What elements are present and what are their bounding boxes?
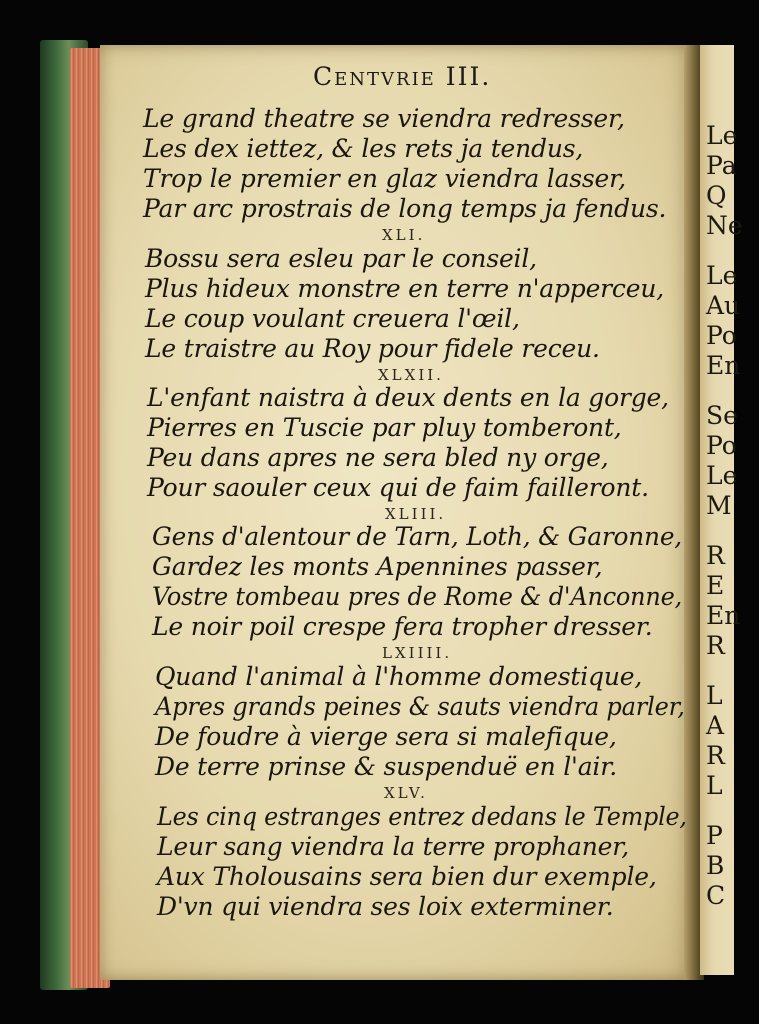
facing-fragment: Se — [706, 401, 738, 430]
verse-line: Gens d'alentour de Tarn, Loth, & Garonne, — [152, 522, 682, 551]
facing-fragment: Le — [706, 461, 738, 490]
verse-line: D'vn qui viendra ses loix exterminer. — [157, 892, 614, 921]
facing-fragment: En — [706, 351, 741, 380]
facing-fragment: Ne — [706, 211, 743, 240]
verse-line: Trop le premier en glaz viendra lasser, — [143, 164, 626, 193]
verse-line: L'enfant naistra à deux dents en la gorge, — [147, 383, 669, 412]
verse-line: De foudre à vierge sera si malefique, — [155, 722, 617, 751]
facing-fragment: R — [706, 741, 725, 770]
verse-line: Le traistre au Roy pour fidele receu. — [145, 334, 600, 363]
facing-fragment: L — [706, 681, 723, 710]
quatrain-number: XLXII. — [378, 366, 444, 384]
verse-line: Les dex iettez, & les rets ja tendus, — [143, 134, 584, 163]
quatrain-number: XLI. — [382, 226, 426, 244]
facing-fragment: L — [706, 771, 723, 800]
facing-fragment: En — [706, 601, 741, 630]
verse-line: Leur sang viendra la terre prophaner, — [157, 832, 629, 861]
facing-fragment: P — [706, 821, 723, 850]
facing-fragment: Po — [706, 431, 737, 460]
facing-fragment: Po — [706, 321, 737, 350]
verse-line: Quand l'animal à l'homme domestique, — [155, 662, 643, 691]
facing-page — [700, 45, 743, 975]
facing-fragment: E — [706, 571, 725, 600]
verse-line: Le coup voulant creuera l'œil, — [145, 304, 520, 333]
facing-fragment: M — [706, 491, 732, 520]
facing-fragment: Le — [706, 121, 738, 150]
verse-line: Le noir poil crespe fera tropher dresser. — [152, 612, 653, 641]
facing-fragment: B — [706, 851, 725, 880]
facing-fragment: Le — [706, 261, 738, 290]
verse-line: Vostre tombeau pres de Rome & d'Anconne, — [152, 582, 683, 611]
facing-fragment: Q — [706, 181, 727, 210]
facing-fragment: R — [706, 541, 725, 570]
verse-line: Pierres en Tuscie par pluy tomberont, — [147, 413, 622, 442]
quatrain-number: XLIII. — [385, 505, 447, 523]
facing-fragment: A — [706, 711, 725, 740]
verse-line: Pour saouler ceux qui de faim failleront. — [147, 473, 649, 502]
verse-line: Les cinq estranges entrez dedans le Temple, — [157, 802, 687, 831]
verse-line: Peu dans apres ne sera bled ny orge, — [147, 443, 609, 472]
quatrain-number: LXIIII. — [382, 644, 453, 662]
verse-line: Par arc prostrais de long temps ja fendus. — [143, 194, 667, 223]
facing-fragment: C — [706, 881, 726, 910]
facing-fragment: Pa — [706, 151, 737, 180]
verse-line: Apres grands peines & sauts viendra parler, — [155, 692, 685, 721]
verse-line: Gardez les monts Apennines passer, — [152, 552, 603, 581]
facing-fragment: R — [706, 631, 725, 660]
quatrain-number: XLV. — [384, 784, 428, 802]
verse-line: De terre prinse & suspenduë en l'air. — [155, 752, 617, 781]
verse-line: Aux Tholousains sera bien dur exemple, — [157, 862, 657, 891]
verse-line: Le grand theatre se viendra redresser, — [143, 104, 625, 133]
verse-line: Plus hideux monstre en terre n'apperceu, — [145, 274, 664, 303]
verse-line: Bossu sera esleu par le conseil, — [145, 244, 537, 273]
facing-fragment: Au — [706, 291, 741, 320]
running-header: Centvrie III. — [313, 62, 492, 91]
